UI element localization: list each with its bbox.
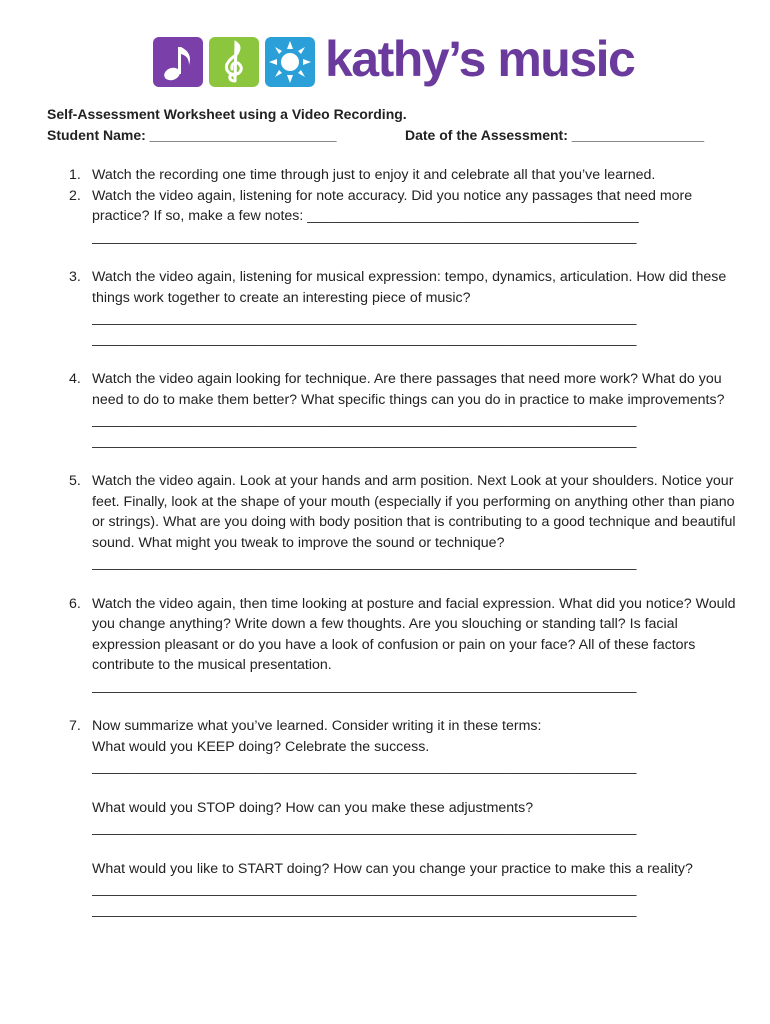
item-number: 3.: [69, 269, 81, 285]
list-item: [47, 594, 737, 697]
start-prompt: What would you like to START doing? How can you change your practice to make this a reality?: [92, 860, 693, 877]
list-item: [47, 716, 737, 920]
stop-prompt: What would you STOP doing? How can you make these adjustments?: [92, 799, 534, 816]
item-number: 4.: [69, 371, 81, 387]
worksheet-title: Self-Assessment Worksheet using a Video Recording.: [47, 106, 407, 122]
list-item: [47, 369, 737, 451]
item-text: Watch the video again looking for technique. Are there passages that need more work? What do you need to do to make them better? What specific things can you do in practice to make improvements?: [92, 371, 725, 408]
answer-line[interactable]: _____________________________________________________________________: [92, 555, 637, 571]
answer-line[interactable]: _____________________________________________________________________: [92, 310, 637, 326]
item-number: 2.: [69, 187, 81, 204]
eighth-note-icon: [153, 37, 203, 87]
answer-line[interactable]: _____________________________________________________________________: [92, 432, 637, 449]
answer-line[interactable]: _____________________________________________________________________: [92, 759, 637, 775]
item-number: 6.: [69, 595, 81, 612]
list-item: [47, 267, 737, 349]
list-item: [47, 471, 737, 574]
item-number: 7.: [69, 718, 81, 734]
item-number: 1.: [69, 167, 81, 183]
answer-line[interactable]: _____________________________________________________________________: [92, 677, 637, 694]
item-text: Watch the video again, then time looking at posture and facial expression. What did you notice? Would you change anything? Write down a few thoughts. Are you slouching or standing tall? Is facial expression pleasant or do you have a look of confusion or pain on your face? All of these factors contribute to the musical presentation.: [92, 595, 736, 673]
item-text: Watch the video again. Look at your hands and arm position. Next Look at your shoulders. Notice your feet. Finally, look at the shape of your mouth (especially if you performing on anything other than piano or strings). What are you doing with body position that is contributing to a good technique and beautiful sound. What might you tweak to improve the sound or technique?: [92, 473, 736, 551]
question-list: [47, 165, 737, 920]
item-text: Watch the video again, listening for note accuracy. Did you notice any passages that need more practice? If so, make a few notes: __________________________________________: [92, 187, 693, 224]
list-item: [47, 186, 737, 248]
answer-line[interactable]: _____________________________________________________________________: [92, 412, 637, 428]
treble-clef-icon: [209, 37, 259, 87]
item-number: 5.: [69, 473, 81, 489]
brand-name: kathy’s music: [325, 31, 635, 87]
sun-icon: [265, 37, 315, 87]
answer-line[interactable]: _____________________________________________________________________: [92, 228, 637, 245]
item-text: Watch the video again, listening for musical expression: tempo, dynamics, articulation. How did these things work together to create an interesting piece of music?: [92, 269, 727, 306]
list-item: [47, 165, 737, 186]
keep-prompt: What would you KEEP doing? Celebrate the success.: [92, 738, 430, 755]
student-name-field[interactable]: Student Name: ________________________: [47, 127, 337, 143]
item-text: Watch the recording one time through just to enjoy it and celebrate all that you’ve learned.: [92, 167, 656, 183]
item-text: Now summarize what you’ve learned. Consider writing it in these terms:: [92, 718, 542, 734]
kathys-music-logo: [153, 32, 634, 92]
worksheet-header: [47, 104, 727, 146]
answer-line[interactable]: _____________________________________________________________________: [92, 881, 637, 897]
answer-line[interactable]: _____________________________________________________________________: [92, 901, 637, 918]
answer-line[interactable]: _____________________________________________________________________: [92, 330, 637, 347]
answer-line[interactable]: _____________________________________________________________________: [92, 820, 637, 836]
assessment-date-field[interactable]: Date of the Assessment: _________________: [405, 127, 705, 143]
